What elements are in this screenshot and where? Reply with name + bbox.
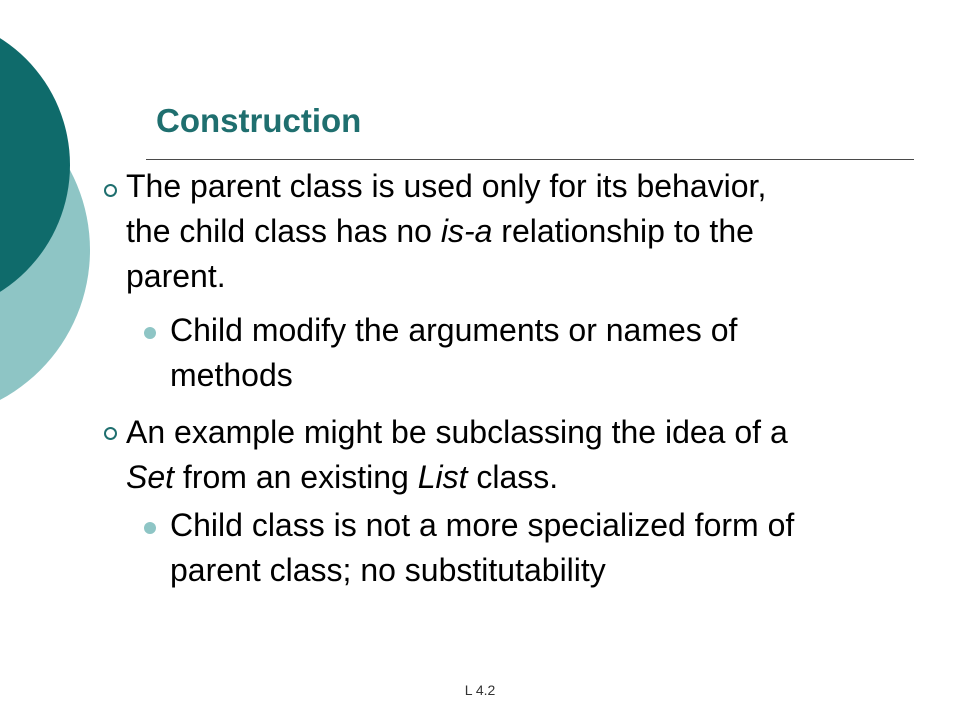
sub-bullet-1	[170, 308, 737, 398]
sub-bullet-1-line-1: Child modify the arguments or names of	[170, 312, 738, 348]
bullet-2-line-1: An example might be subclassing the idea of a	[126, 414, 788, 450]
dot-bullet-icon	[144, 327, 156, 339]
bullet-1-line-3: parent.	[126, 258, 226, 294]
ring-bullet-icon	[104, 427, 117, 440]
bullet-2	[126, 410, 788, 500]
sub-bullet-2	[170, 503, 794, 593]
dot-bullet-icon	[144, 522, 156, 534]
bullet-1-line-2: the child class has no is-a relationship to the	[126, 213, 754, 249]
slide-footer: L 4.2	[464, 682, 496, 698]
ring-bullet-icon	[104, 184, 117, 197]
bullet-1	[126, 164, 766, 299]
sub-bullet-1-line-2: methods	[170, 357, 293, 393]
bullet-2-line-2: Set from an existing List class.	[126, 459, 559, 495]
sub-bullet-2-line-1: Child class is not a more specialized form of	[170, 507, 795, 543]
slide-title: Construction	[156, 102, 362, 139]
bullet-1-line-1: The parent class is used only for its behavior,	[126, 168, 767, 204]
sub-bullet-2-line-2: parent class; no substitutability	[170, 552, 606, 588]
